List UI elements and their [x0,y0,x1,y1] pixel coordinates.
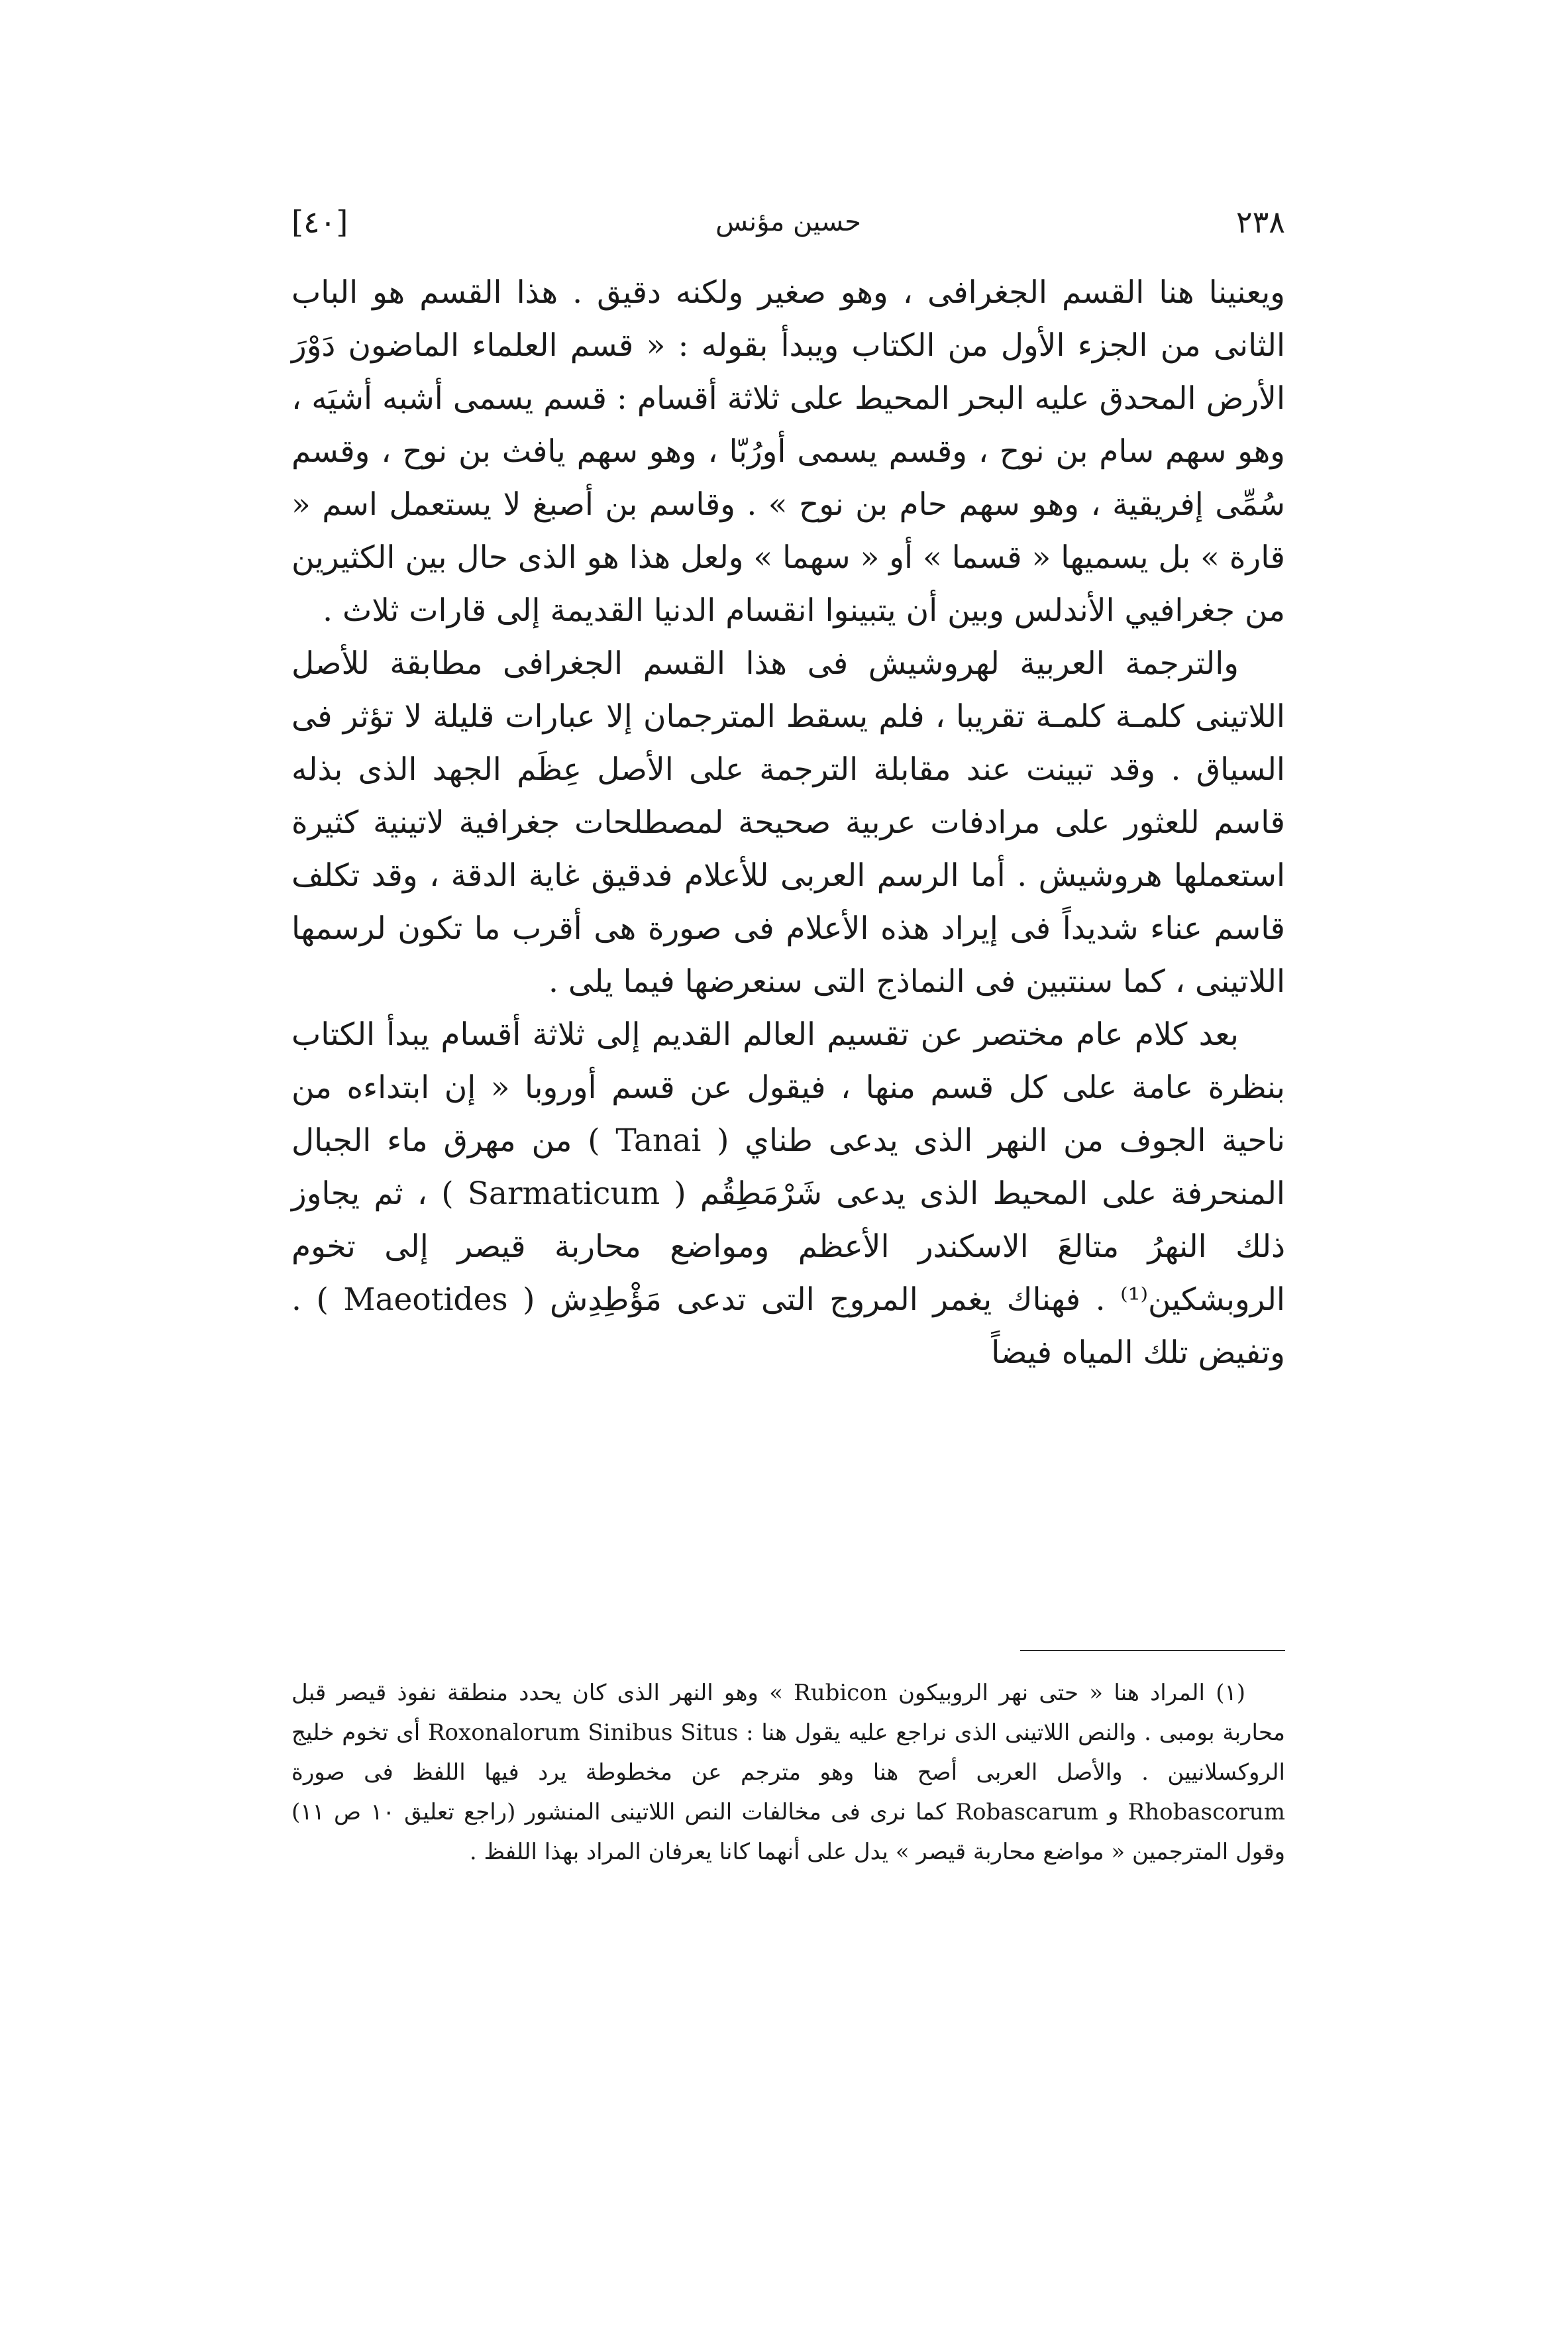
book-page [291,192,1285,1915]
main-text [291,266,1285,1379]
author-name: حسين مؤنس [715,207,861,237]
footnote: (١) المراد هنا « حتى نهر الروبيكون Rubicon » وهو النهر الذى كان يحدد منطقة نفوذ قيصر قبل محاربة بومبى . والنص اللاتينى الذى نراجع عليه يقول هنا : Roxonalorum Sinibus Situs أى تخوم خليج الروكسلانيين . والأصل العربى أصح هنا وهو مترجم عن مخطوطة يرد فيها اللفظ فى صورة Rhobascorum و Robascarum كما نرى فى مخالفات النص اللاتينى المنشور (راجع تعليق ١٠ ص ١١) وقول المترجمين « مواضع محاربة قيصر » يدل على أنهما كانا يعرفان المراد بهذا اللفظ . [291,1680,1285,1865]
running-header [291,192,1285,252]
section-number: [٤٠] [291,204,348,240]
footnote-separator [1020,1650,1285,1651]
paragraph: بعد كلام عام مختصر عن تقسيم العالم القديم إلى ثلاثة أقسام يبدأ الكتاب بنظرة عامة على كل قسم منها ، فيقول عن قسم أوروبا « إن ابتداءه من ناحية الجوف من النهر الذى يدعى طناي ( Tanai ) من مهرق ماء الجبال المنحرفة على المحيط الذى يدعى شَرْمَطِقُم ( Sarmaticum ) ، ثم يجاوز ذلك النهرُ متالعَ الاسكندر الأعظم ومواضع محاربة قيصر إلى تخوم الروبشكين⁽¹⁾ . فهناك يغمر المروج التى تدعى مَؤْطِدِش ( Maeotides ) . وتفيض تلك المياه فيضاً [291,1016,1285,1371]
page-number: ٢٣٨ [1235,204,1285,240]
footnotes [291,1673,1285,1872]
paragraph: ويعنينا هنا القسم الجغرافى ، وهو صغير ولكنه دقيق . هذا القسم هو الباب الثانى من الجزء الأول من الكتاب ويبدأ بقوله : « قسم العلماء الماضون دَوْرَ الأرض المحدق عليه البحر المحيط على ثلاثة أقسام : قسم يسمى أشبه أشيَه ، وهو سهم سام بن نوح ، وقسم يسمى أورُبّا ، وهو سهم يافث بن نوح ، وقسم سُمِّى إفريقية ، وهو سهم حام بن نوح » . وقاسم بن أصبغ لا يستعمل اسم « قارة » بل يسميها « قسما » أو « سهما » ولعل هذا هو الذى حال بين الكثيرين من جغرافيي الأندلس وبين أن يتبينوا انقسام الدنيا القديمة إلى قارات ثلاث . [291,274,1286,629]
paragraph: والترجمة العربية لهروشيش فى هذا القسم الجغرافى مطابقة للأصل اللاتينى كلمـة كلمـة تقريبا ، فلم يسقط المترجمان إلا عبارات قليلة لا تؤثر فى السياق . وقد تبينت عند مقابلة الترجمة على الأصل عِظَم الجهد الذى بذله قاسم للعثور على مرادفات عربية صحيحة لمصطلحات جغرافية لاتينية كثيرة استعملها هروشيش . أما الرسم العربى للأعلام فدقيق غاية الدقة ، وقد تكلف قاسم عناء شديداً فى إيراد هذه الأعلام فى صورة هى أقرب ما تكون لرسمها اللاتينى ، كما سنتبين فى النماذج التى سنعرضها فيما يلى . [291,645,1285,1000]
